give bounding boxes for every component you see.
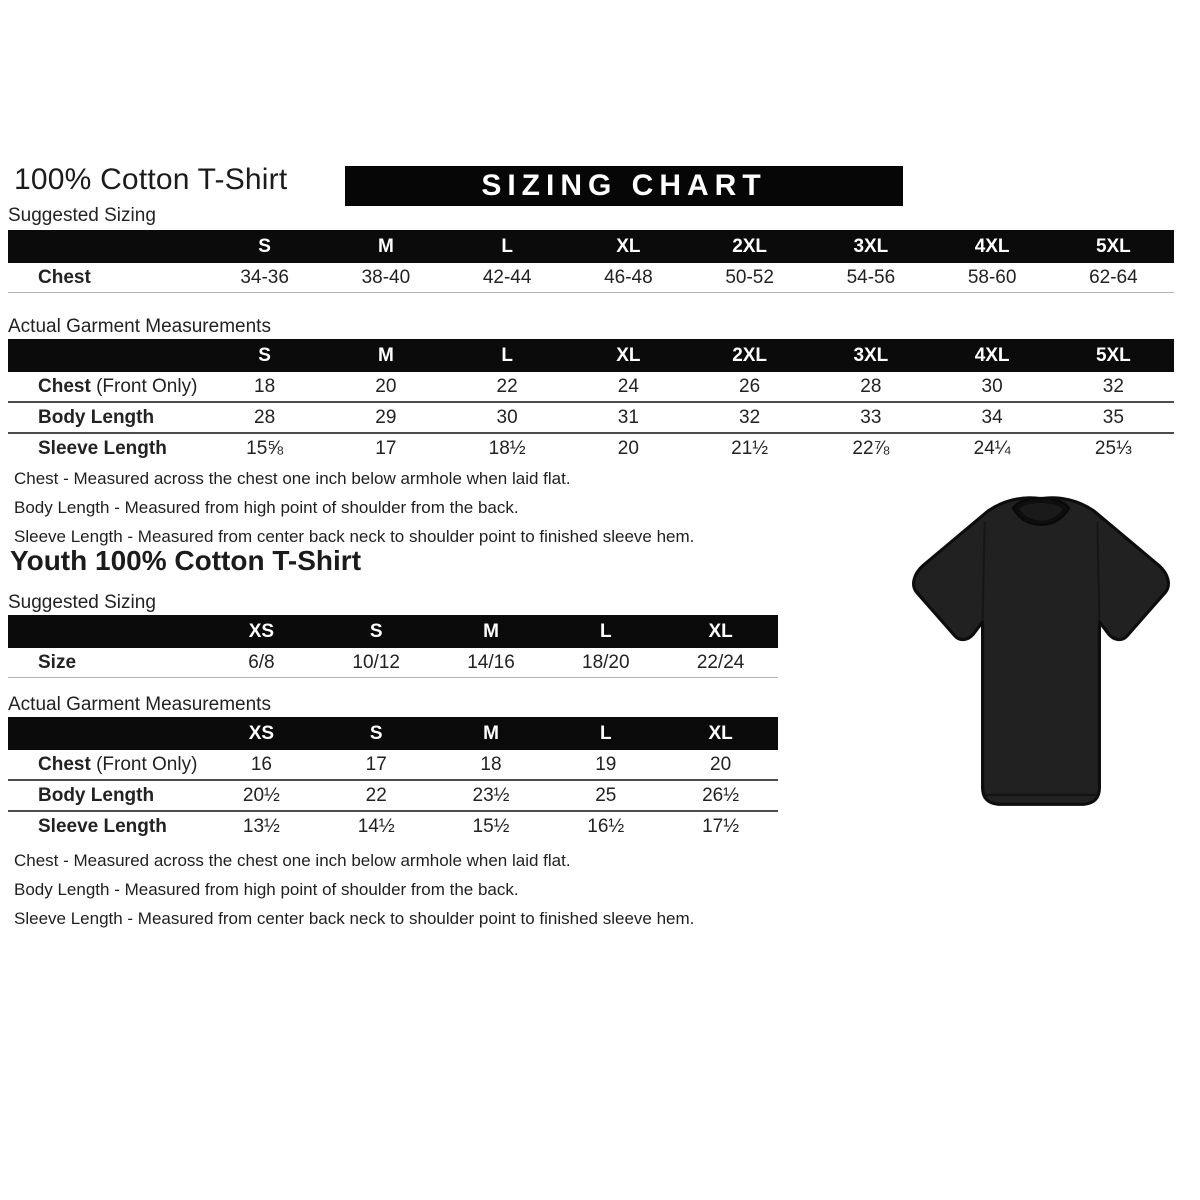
value-cell: 35: [1053, 402, 1174, 433]
size-column-header: S: [319, 717, 434, 750]
value-cell: 34-36: [204, 263, 325, 293]
note-line: Sleeve Length - Measured from center back neck to shoulder point to finished sleeve hem.: [14, 909, 695, 928]
size-column-header: 4XL: [932, 339, 1053, 372]
size-column-header: 3XL: [810, 230, 931, 263]
size-column-header: 4XL: [932, 230, 1053, 263]
note-line: Sleeve Length - Measured from center back neck to shoulder point to finished sleeve hem.: [14, 527, 695, 546]
value-cell: 16: [250, 753, 272, 775]
value-cell: 20: [375, 375, 397, 397]
value-cell: 13½: [204, 811, 319, 841]
value-cell: 25: [548, 780, 663, 811]
value-cell: 20: [710, 753, 732, 775]
size-column-header: 2XL: [689, 339, 810, 372]
value-cell: 18/20: [548, 648, 663, 678]
value-cell: 10/12: [319, 648, 434, 678]
table-header-row: [8, 339, 1174, 372]
value-cell: 42-44: [447, 263, 568, 293]
header-corner-cell: [8, 230, 204, 263]
value-cell: 20: [568, 433, 689, 463]
adult-section-title: 100% Cotton T-Shirt: [14, 163, 288, 196]
value-cell: 33: [810, 402, 931, 433]
youth-suggested-sizing-label: Suggested Sizing: [8, 592, 156, 613]
value-cell: 22/24: [663, 648, 778, 678]
youth-measurement-notes: [14, 846, 694, 933]
value-cell: 22⅞: [810, 433, 931, 463]
note-line: Chest - Measured across the chest one inch below armhole when laid flat.: [14, 851, 571, 870]
table-row: [8, 263, 1174, 293]
header-corner-cell: [8, 717, 204, 750]
black-tshirt-product-image: [884, 482, 1198, 820]
tshirt-body-shape: [914, 498, 1169, 805]
value-cell: 54-56: [810, 263, 931, 293]
size-column-header: 5XL: [1053, 339, 1174, 372]
value-cell: 14/16: [434, 648, 549, 678]
value-cell: 18½: [447, 433, 568, 463]
header-corner-cell: [8, 615, 204, 648]
note-line: Chest - Measured across the chest one inch below armhole when laid flat.: [14, 469, 571, 488]
value-cell: 18: [254, 375, 276, 397]
value-cell: 28: [204, 402, 325, 433]
table-row: [8, 433, 1174, 463]
size-column-header: M: [325, 230, 446, 263]
value-cell: 32: [1102, 375, 1124, 397]
size-column-header: XL: [663, 615, 778, 648]
size-column-header: L: [447, 230, 568, 263]
value-cell: 26: [739, 375, 761, 397]
adult-actual-measurements-table: [8, 339, 1174, 463]
value-cell: 22: [319, 780, 434, 811]
value-cell: 26½: [663, 780, 778, 811]
value-cell: 38-40: [325, 263, 446, 293]
size-column-header: 5XL: [1053, 230, 1174, 263]
row-label-cell: Chest (Front Only): [38, 753, 198, 775]
size-column-header: S: [319, 615, 434, 648]
youth-suggested-sizing-table: [8, 615, 778, 678]
size-column-header: XL: [663, 717, 778, 750]
value-cell: 46-48: [568, 263, 689, 293]
size-column-header: M: [325, 339, 446, 372]
value-cell: 34: [932, 402, 1053, 433]
value-cell: 32: [689, 402, 810, 433]
value-cell: 62-64: [1053, 263, 1174, 293]
size-column-header: M: [434, 717, 549, 750]
table-row: [8, 402, 1174, 433]
table-row: [8, 648, 778, 678]
value-cell: 25⅓: [1053, 433, 1174, 463]
size-column-header: XS: [204, 717, 319, 750]
youth-actual-measurements-label: Actual Garment Measurements: [8, 694, 271, 715]
value-cell: 18: [480, 753, 502, 775]
adult-suggested-sizing-table: [8, 230, 1174, 293]
size-column-header: L: [548, 615, 663, 648]
value-cell: 17: [365, 753, 387, 775]
row-label-cell: Body Length: [8, 780, 204, 811]
size-column-header: S: [204, 339, 325, 372]
note-line: Body Length - Measured from high point of shoulder from the back.: [14, 498, 519, 517]
value-cell: 20½: [204, 780, 319, 811]
value-cell: 15⅝: [204, 433, 325, 463]
size-column-header: XL: [568, 339, 689, 372]
value-cell: 24¼: [932, 433, 1053, 463]
size-column-header: S: [204, 230, 325, 263]
value-cell: 17: [325, 433, 446, 463]
value-cell: 28: [860, 375, 882, 397]
tshirt-illustration: [884, 482, 1198, 820]
size-column-header: 3XL: [810, 339, 931, 372]
value-cell: 17½: [663, 811, 778, 841]
value-cell: 24: [617, 375, 639, 397]
table-header-row: [8, 230, 1174, 263]
size-column-header: L: [447, 339, 568, 372]
table-row: [8, 811, 778, 841]
size-column-header: L: [548, 717, 663, 750]
size-column-header: XL: [568, 230, 689, 263]
table-row: [8, 780, 778, 811]
value-cell: 21½: [689, 433, 810, 463]
size-column-header: 2XL: [689, 230, 810, 263]
row-label-cell: Body Length: [8, 402, 204, 433]
table-header-row: [8, 615, 778, 648]
row-label-cell: Sleeve Length: [8, 433, 204, 463]
youth-actual-measurements-table: [8, 717, 778, 841]
row-label-cell: Chest: [8, 263, 204, 293]
sizing-chart-banner: SIZING CHART: [345, 166, 903, 206]
value-cell: 50-52: [689, 263, 810, 293]
adult-suggested-sizing-label: Suggested Sizing: [8, 205, 156, 226]
adult-measurement-notes: [14, 464, 694, 551]
value-cell: 22: [496, 375, 518, 397]
row-label-cell: Sleeve Length: [8, 811, 204, 841]
note-line: Body Length - Measured from high point of shoulder from the back.: [14, 880, 519, 899]
table-row: [8, 372, 1174, 402]
value-cell: 30: [447, 402, 568, 433]
row-label-cell: Chest (Front Only): [38, 375, 198, 397]
value-cell: 19: [595, 753, 617, 775]
adult-actual-measurements-label: Actual Garment Measurements: [8, 316, 271, 337]
value-cell: 15½: [434, 811, 549, 841]
value-cell: 31: [568, 402, 689, 433]
value-cell: 23½: [434, 780, 549, 811]
value-cell: 58-60: [932, 263, 1053, 293]
table-row: [8, 750, 778, 780]
table-header-row: [8, 717, 778, 750]
value-cell: 29: [325, 402, 446, 433]
row-label-cell: Size: [8, 648, 204, 678]
header-corner-cell: [8, 339, 204, 372]
value-cell: 16½: [548, 811, 663, 841]
size-column-header: M: [434, 615, 549, 648]
size-column-header: XS: [204, 615, 319, 648]
youth-section-title: Youth 100% Cotton T-Shirt: [10, 545, 362, 576]
value-cell: 14½: [319, 811, 434, 841]
value-cell: 30: [981, 375, 1003, 397]
value-cell: 6/8: [204, 648, 319, 678]
